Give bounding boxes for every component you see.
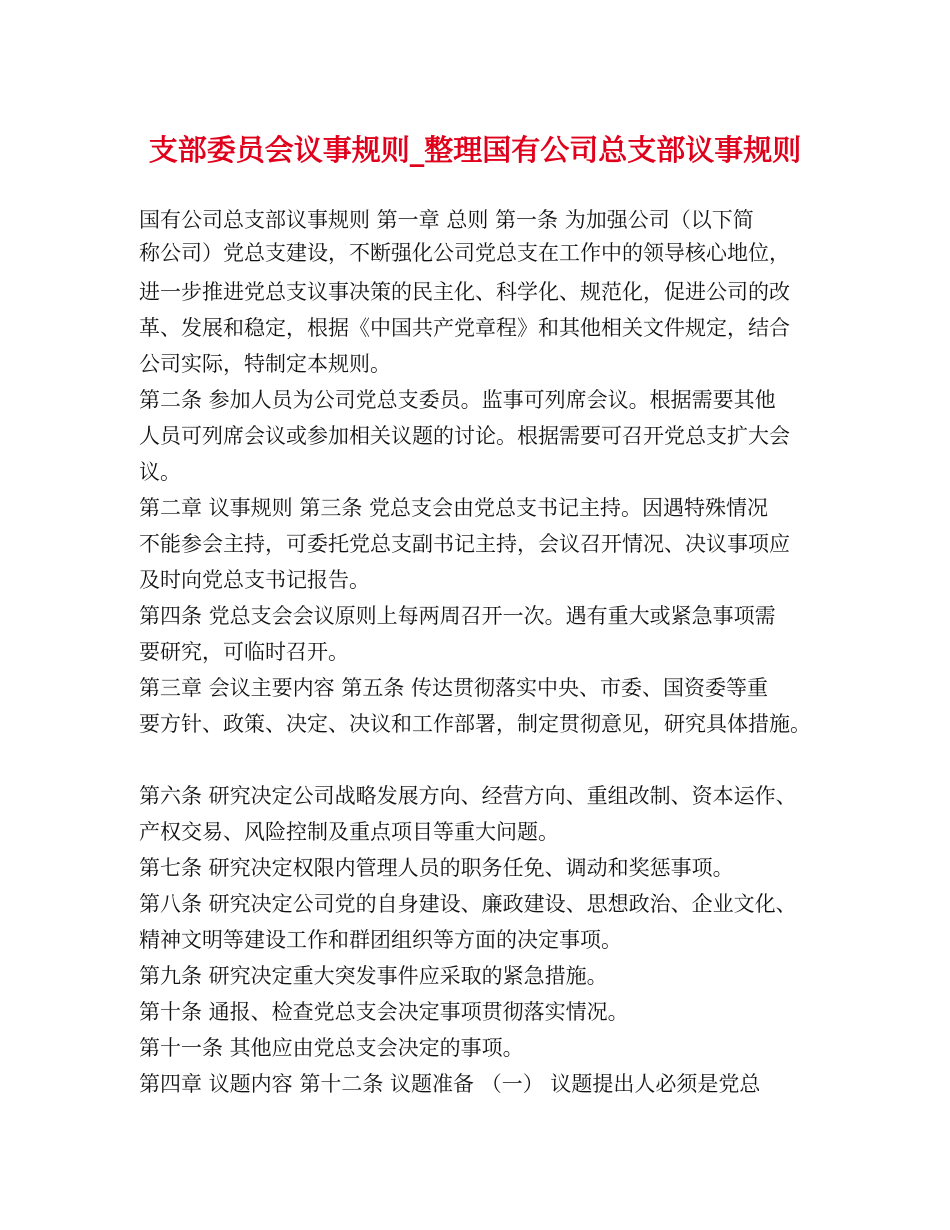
body-line: 国有公司总支部议事规则 第一章 总则 第一条 为加强公司（以下简 [139,208,754,232]
body-line: 第十一条 其他应由党总支会决定的事项。 [139,1036,524,1060]
body-line: 精神文明等建设工作和群团组织等方面的决定事项。 [139,928,622,952]
body-line: 第二章 议事规则 第三条 党总支会由党总支书记主持。因遇特殊情况 [139,496,769,520]
body-line: 第二条 参加人员为公司党总支委员。监事可列席会议。根据需要其他 [139,388,776,412]
body-line: 第九条 研究决定重大突发事件应采取的紧急措施。 [139,964,608,988]
body-line: 第十条 通报、检查党总支会决定事项贯彻落实情况。 [139,1000,629,1024]
body-line: 第七条 研究决定权限内管理人员的职务任免、调动和奖惩事项。 [139,856,734,880]
body-line: 要方针、政策、决定、决议和工作部署，制定贯彻意见，研究具体措施。 [139,712,811,736]
body-line: 第三章 会议主要内容 第五条 传达贯彻落实中央、市委、国资委等重 [139,676,769,700]
body-line: 第四章 议题内容 第十二条 议题准备 （一） 议题提出人必须是党总 [139,1072,761,1096]
document-title: 支部委员会议事规则_整理国有公司总支部议事规则 [148,133,802,167]
body-line: 称公司）党总支建设，不断强化公司党总支在工作中的领导核心地位， [139,241,790,265]
body-line: 第六条 研究决定公司战略发展方向、经营方向、重组改制、资本运作、 [139,784,797,808]
body-line: 不能参会主持，可委托党总支副书记主持，会议召开情况、决议事项应 [139,532,790,556]
body-line: 人员可列席会议或参加相关议题的讨论。根据需要可召开党总支扩大会 [139,424,790,448]
body-line: 议。 [139,460,181,484]
body-line: 进一步推进党总支议事决策的民主化、科学化、规范化，促进公司的改 [139,280,790,304]
body-line: 革、发展和稳定，根据《中国共产党章程》和其他相关文件规定，结合 [139,316,790,340]
body-line: 产权交易、风险控制及重点项目等重大问题。 [139,820,559,844]
body-line: 第八条 研究决定公司党的自身建设、廉政建设、思想政治、企业文化、 [139,892,797,916]
body-line: 第四条 党总支会会议原则上每两周召开一次。遇有重大或紧急事项需 [139,604,776,628]
body-line: 及时向党总支书记报告。 [139,568,370,592]
body-line: 要研究，可临时召开。 [139,640,349,664]
body-line: 公司实际，特制定本规则。 [139,352,391,376]
